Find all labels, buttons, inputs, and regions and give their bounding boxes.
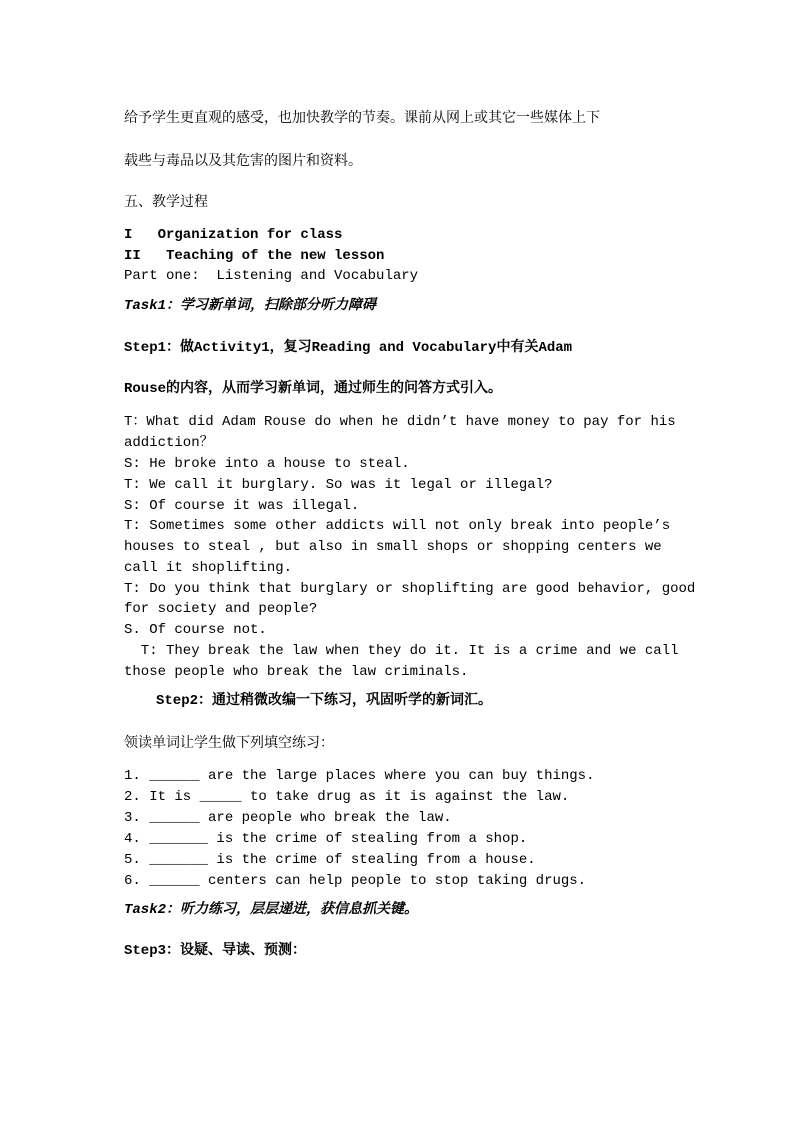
- exercise-intro: 领读单词让学生做下列填空练习：: [124, 735, 334, 751]
- part-one-heading: Part one: Listening and Vocabulary: [124, 268, 419, 284]
- step3-heading: Step3：设疑、导读、预测：: [124, 943, 307, 959]
- step2-heading: Step2：通过稍微改编一下练习，巩固听学的新词汇。: [156, 693, 493, 709]
- dialogue-line: T: Do you think that burglary or shoplifting are good behavior, good: [124, 581, 696, 597]
- task2-heading: Task2：听力练习，层层递进，获信息抓关键。: [124, 902, 419, 918]
- outline-item-2: II Teaching of the new lesson: [124, 248, 385, 264]
- section-heading: 五、教学过程: [124, 194, 208, 210]
- step1-line-2: Rouse的内容，从而学习新单词，通过师生的问答方式引入。: [124, 381, 503, 397]
- dialogue-line: houses to steal , but also in small shops or shopping centers we: [124, 539, 662, 555]
- dialogue-line: T: Sometimes some other addicts will not only break into people’s: [124, 518, 671, 534]
- exercise-item: 5. _______ is the crime of stealing from a house.: [124, 852, 536, 868]
- exercise-item: 2. It is _____ to take drug as it is against the law.: [124, 789, 570, 805]
- dialogue-line: T: We call it burglary. So was it legal or illegal?: [124, 477, 553, 493]
- dialogue-line: S: Of course it was illegal.: [124, 498, 360, 514]
- dialogue-line: those people who break the law criminals.: [124, 664, 469, 680]
- dialogue-line: call it shoplifting.: [124, 560, 293, 576]
- task1-heading: Task1：学习新单词，扫除部分听力障碍: [124, 298, 377, 314]
- intro-line-1: 给予学生更直观的感受，也加快教学的节奏。课前从网上或其它一些媒体上下: [124, 110, 600, 126]
- exercise-item: 4. _______ is the crime of stealing from a shop.: [124, 831, 528, 847]
- exercise-item: 3. ______ are people who break the law.: [124, 810, 452, 826]
- dialogue-line: S. Of course not.: [124, 622, 267, 638]
- step1-line-1: Step1：做Activity1，复习Reading and Vocabulary中有关Adam: [124, 340, 573, 356]
- outline-item-1: I Organization for class: [124, 227, 343, 243]
- dialogue-line: for society and people?: [124, 601, 318, 617]
- dialogue-line: T：What did Adam Rouse do when he didn’t have money to pay for his: [124, 414, 676, 430]
- dialogue-line: S: He broke into a house to steal.: [124, 456, 410, 472]
- dialogue-line: T: They break the law when they do it. It is a crime and we call: [124, 643, 679, 659]
- exercise-item: 6. ______ centers can help people to stop taking drugs.: [124, 873, 587, 889]
- exercise-item: 1. ______ are the large places where you can buy things.: [124, 768, 595, 784]
- dialogue-line: addiction？: [124, 435, 214, 451]
- intro-line-2: 载些与毒品以及其危害的图片和资料。: [124, 153, 362, 169]
